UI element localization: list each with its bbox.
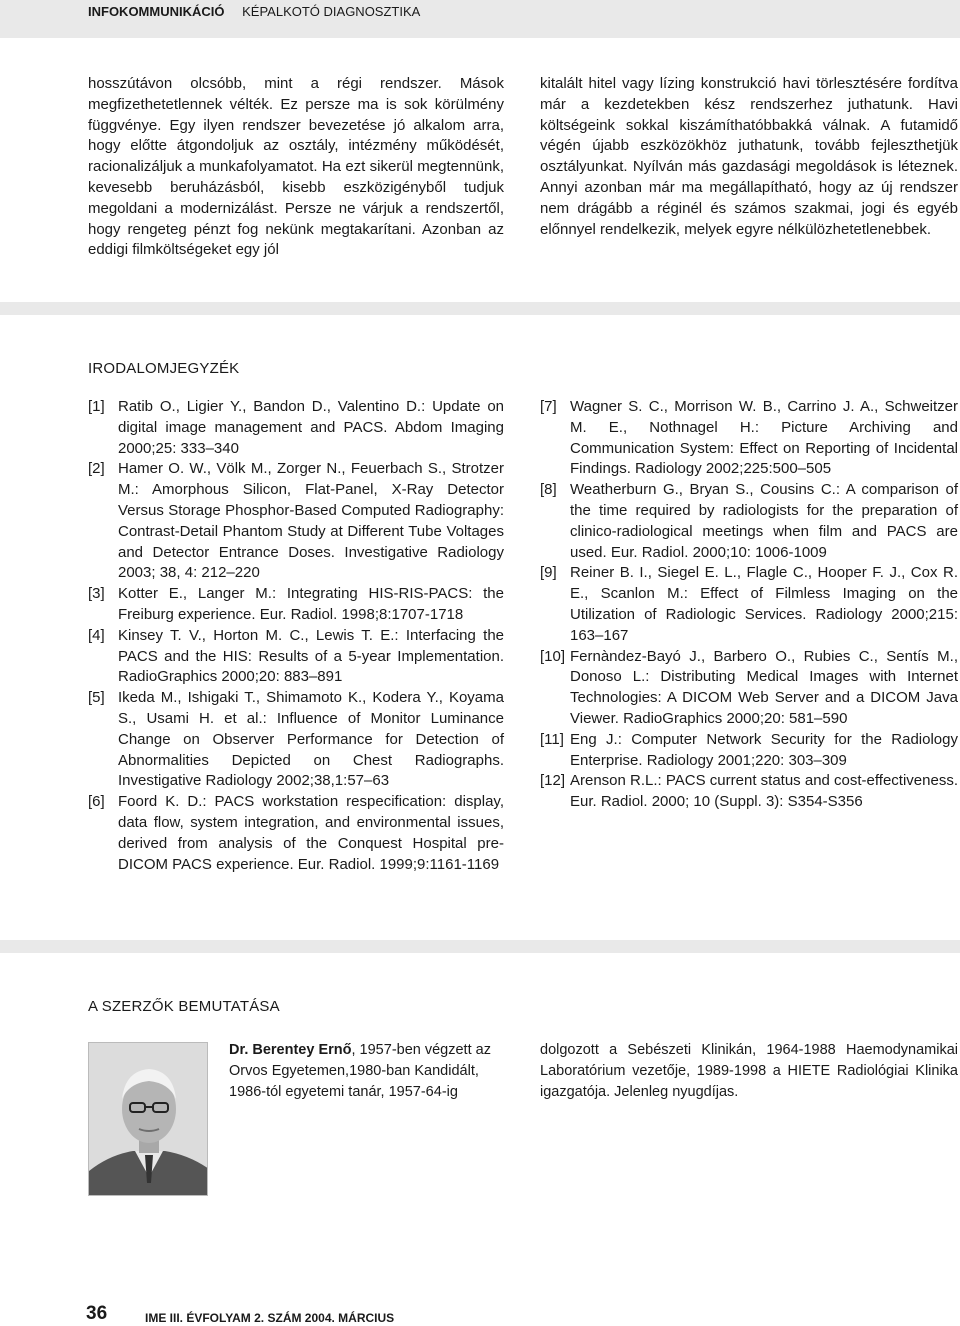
reference-text: Hamer O. W., Völk M., Zorger N., Feuerbach S., Strotzer M.: Amorphous Silicon, Flat-Panel, X-Ray Detector Versus Storage Phosphor-Based Computed Radiography: Contrast-Detail Phantom Study at Different Tube Voltages and Detector Entrance Doses. Investigative Radiology 2003; 38, 4: 212–220 bbox=[118, 460, 504, 582]
reference-text: Foord K. D.: PACS workstation respecification: display, data flow, system integration, and environmental issues, derived from analysis of the Conquest Hospital pre-DICOM PACS experience. Eur. Radiol. 1999;9:1161-1169 bbox=[118, 793, 504, 873]
reference-number: [7] bbox=[540, 398, 557, 415]
reference-number: [1] bbox=[88, 398, 105, 415]
reference-number: [4] bbox=[88, 626, 105, 644]
reference-number: [11] bbox=[540, 730, 564, 748]
reference-item bbox=[540, 771, 958, 813]
portrait-image bbox=[89, 1043, 208, 1196]
references-left-column bbox=[88, 397, 504, 875]
page-number: 36 bbox=[86, 1303, 108, 1324]
author-prefix: Dr. bbox=[229, 1042, 253, 1058]
running-header bbox=[88, 4, 420, 20]
reference-text: Kinsey T. V., Horton M. C., Lewis T. E.: Interfacing the PACS and the HIS: Results of a 5-year Implementation. RadioGraphics 2000;20: 883–891 bbox=[118, 626, 504, 686]
reference-item bbox=[540, 563, 958, 646]
section-divider bbox=[0, 302, 960, 315]
author-bio-left bbox=[229, 1040, 505, 1102]
author-name: Berentey Ernő bbox=[252, 1042, 352, 1058]
reference-text: Kotter E., Langer M.: Integrating HIS-RIS-PACS: the Freiburg experience. Eur. Radiol. 1998;8:1707-1718 bbox=[118, 585, 504, 623]
reference-text: Eng J.: Computer Network Security for the Radiology Enterprise. Radiology 2001;220: 303–309 bbox=[570, 730, 958, 769]
reference-item bbox=[540, 730, 958, 772]
reference-number: [9] bbox=[540, 564, 557, 582]
reference-item bbox=[88, 626, 504, 688]
header-section: INFOKOMMUNIKÁCIÓ bbox=[88, 4, 225, 19]
reference-item bbox=[88, 584, 504, 626]
reference-text: Wagner S. C., Morrison W. B., Carrino J. A., Schweitzer M. E., Nothnagel H.: Picture Archiving and Communication System: Effect on Reporting of Incidental Findings. Radiology 2002;225:500–505 bbox=[570, 398, 958, 478]
reference-number: [6] bbox=[88, 793, 105, 811]
reference-item bbox=[540, 480, 958, 563]
section-divider bbox=[0, 940, 960, 953]
reference-item bbox=[88, 792, 504, 875]
reference-item bbox=[540, 397, 958, 480]
header-bar bbox=[0, 0, 960, 38]
reference-number: [8] bbox=[540, 481, 557, 499]
body-text-right: kitalált hitel vagy lízing konstrukció havi törlesztésére fordítva már a kezdetekben kész rendszerhez juthatunk. Havi költségeink sokkal kiszámíthatóbbakká válnak. A futamidő végén újabb eszközökhöz juthatunk, tovább fejleszthetjük osztályunkat. Nyílván más gazdasági megoldások is léteznek. Annyi azonban már ma megállapítható, hogy az új rendszer nem drágább a réginél és számos szakmai, jogi és egyéb előnnyel rendelkezik, melyek egyre nélkülözhetetlenebbek. bbox=[540, 75, 958, 238]
author-bio-text: , 1957-ben végzett az Orvos Egyetemen,1980-ban Kandidált, 1986-tól egyetemi tanár, 1957-64-ig bbox=[229, 1042, 491, 1100]
reference-text: Ratib O., Ligier Y., Bandon D., Valentino D.: Update on digital image management and PACS. Abdom Imaging 2000;25: 333–340 bbox=[118, 398, 504, 457]
reference-number: [3] bbox=[88, 585, 105, 603]
header-subsection: KÉPALKOTÓ DIAGNOSZTIKA bbox=[242, 4, 421, 19]
reference-number: [5] bbox=[88, 689, 105, 707]
author-photo bbox=[88, 1042, 208, 1196]
reference-text: Arenson R.L.: PACS current status and cost-effectiveness. Eur. Radiol. 2000; 10 (Suppl. 3): S354-S356 bbox=[570, 772, 958, 811]
references-right-column bbox=[540, 397, 958, 813]
reference-item bbox=[88, 688, 504, 792]
reference-item bbox=[88, 459, 504, 584]
authors-title: A SZERZŐK BEMUTATÁSA bbox=[88, 998, 280, 1015]
reference-number: [10] bbox=[540, 647, 566, 665]
author-bio-right: dolgozott a Sebészeti Klinikán, 1964-1988 Haemodynamikai Laboratórium vezetője, 1989-1998 a HIETE Radiológiai Klinika igazgatója. Jelenleg nyugdíjas. bbox=[540, 1042, 958, 1100]
reference-text: Ikeda M., Ishigaki T., Shimamoto K., Kodera Y., Koyama S., Usami H. et al.: Influence of Monitor Luminance Change on Observer Performance for Detection of Abnormalities Depicted on Chest Radiographs. Investigative Radiology 2002;38,1:57–63 bbox=[118, 689, 504, 790]
reference-item bbox=[88, 397, 504, 459]
reference-number: [12] bbox=[540, 772, 566, 790]
reference-text: Fernàndez-Bayó J., Barbero O., Rubies C., Sentís M., Donoso L.: Distributing Medical Images with Internet Technologies: A DICOM Web Server and a DICOM Java Viewer. RadioGraphics 2000;20: 581–590 bbox=[570, 647, 958, 727]
journal-info: IME III. ÉVFOLYAM 2. SZÁM 2004. MÁRCIUS bbox=[145, 1311, 395, 1325]
body-text-left: hosszútávon olcsóbb, mint a régi rendszer. Mások megfizethetetlennek vélték. Ez persze ma is sok körülmény függvénye. Egy ilyen rendszer bevezetése jó alkalom arra, hogy előtte átgondoljuk az osztály, intézmény működését, racionalizáljuk a munkafolyamatot. Ha ezt sikerül megtennünk, kevesebb beruházásból, kisebb eszközigényből tudjuk megoldani a modernizálást. Persze ne várjuk a rendszertől, hogy rengeteg pénzt fog nekünk megtakarítani. Azonban az eddigi filmköltségeket egy jól bbox=[88, 75, 504, 259]
reference-text: Weatherburn G., Bryan S., Cousins C.: A comparison of the time required by radiologists for the preparation of clinico-radiological meetings when film and PACS are used. Eur. Radiol. 2000;10: 1006-1009 bbox=[570, 481, 958, 561]
references-title: IRODALOMJEGYZÉK bbox=[88, 360, 240, 377]
reference-text: Reiner B. I., Siegel E. L., Flagle C., Hooper F. J., Cox R. E., Scanlon M.: Effect of Filmless Imaging on the Utilization of Radiologic Services. Radiology 2000;215: 163–167 bbox=[570, 564, 958, 644]
reference-item bbox=[540, 647, 958, 730]
reference-number: [2] bbox=[88, 460, 105, 478]
